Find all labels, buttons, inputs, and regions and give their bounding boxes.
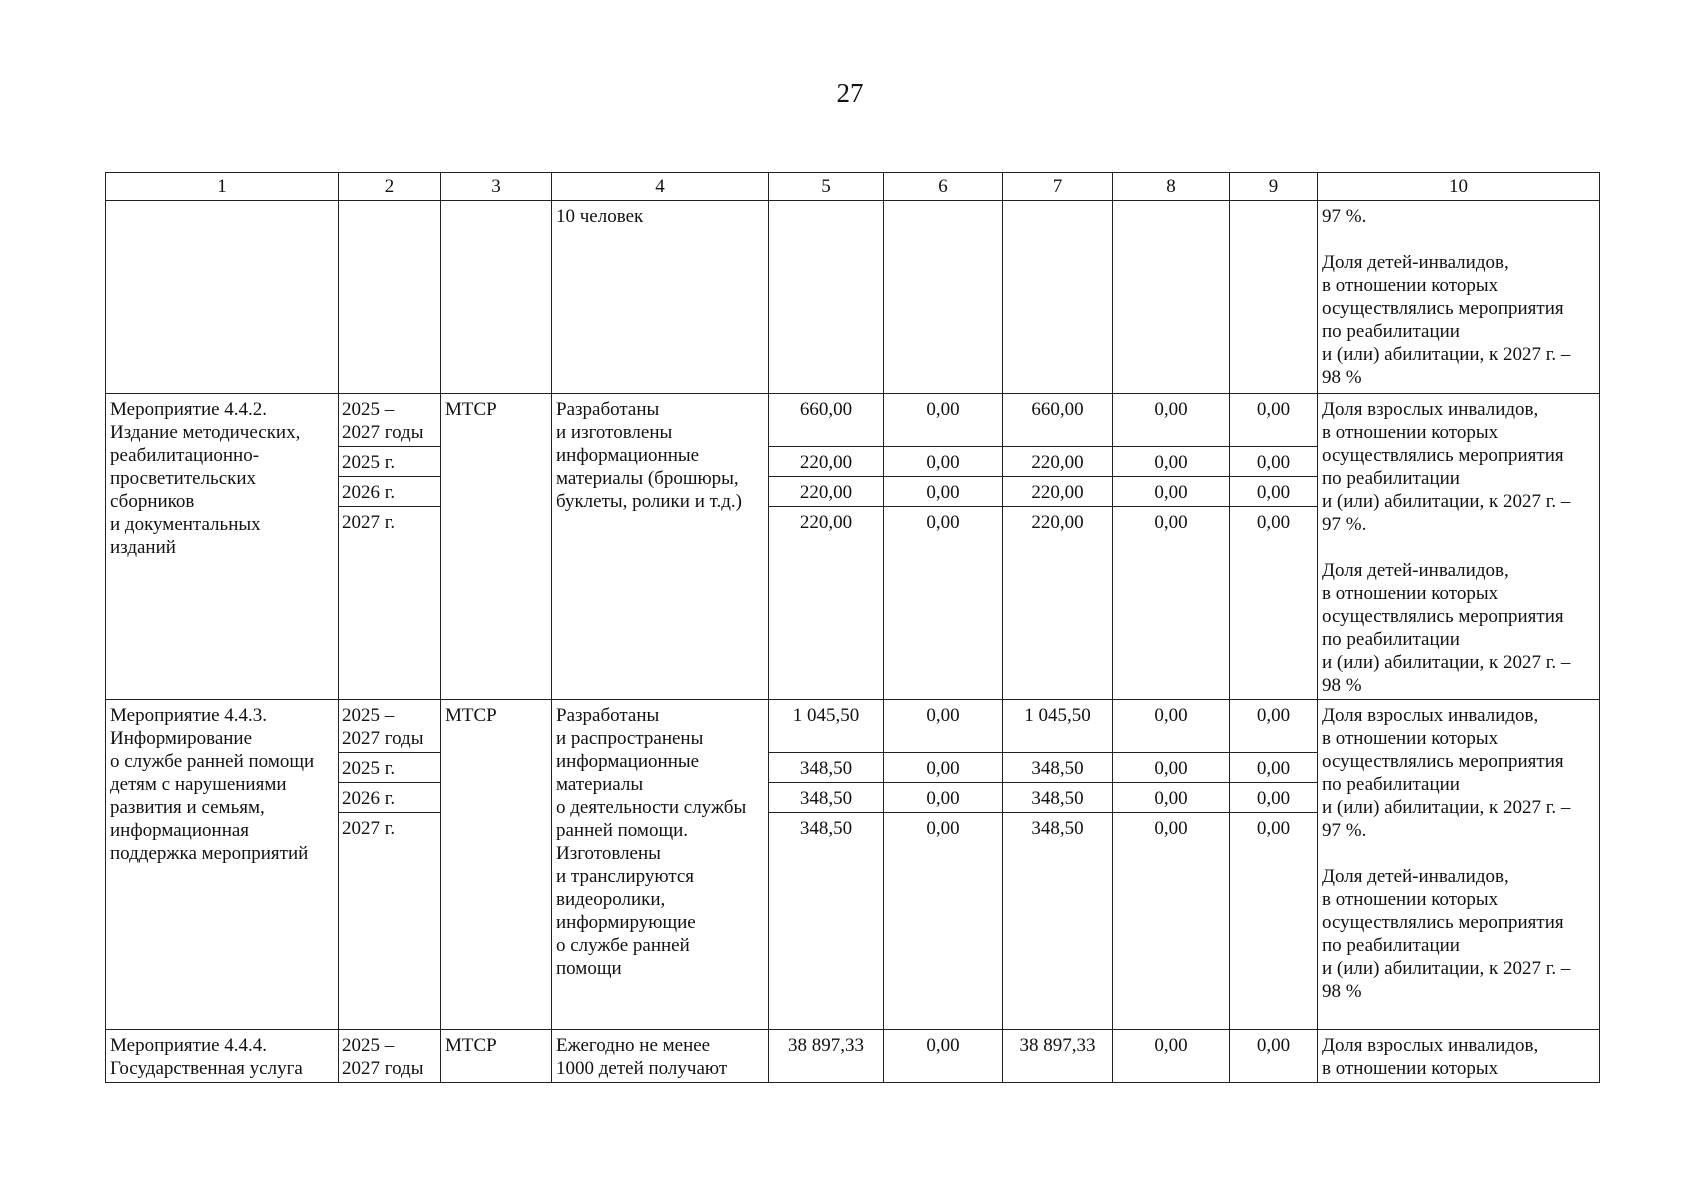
value-cell: 0,00 [884, 394, 1003, 447]
value-cell: 1 045,50 [1003, 700, 1113, 753]
period-cell: 2025 г. [339, 753, 441, 783]
value-cell: 0,00 [1230, 1030, 1318, 1083]
value-cell: 220,00 [769, 447, 884, 477]
col-header-1: 1 [106, 173, 339, 201]
value-cell: 0,00 [1113, 753, 1230, 783]
period-cell: 2025 г. [339, 447, 441, 477]
cell-empty [1230, 201, 1318, 394]
value-cell: 0,00 [1230, 813, 1318, 1030]
value-cell: 0,00 [884, 783, 1003, 813]
table-row [106, 394, 1600, 447]
value-cell: 0,00 [884, 813, 1003, 1030]
executor-cell: МТСР [441, 1030, 552, 1083]
value-cell: 220,00 [769, 477, 884, 507]
measure-name: Мероприятие 4.4.4. Государственная услуга [106, 1030, 339, 1083]
value-cell: 0,00 [1113, 813, 1230, 1030]
result-cell: Разработаны и изготовлены информационные материалы (брошюры, буклеты, ролики и т.д.) [552, 394, 769, 700]
col-header-7: 7 [1003, 173, 1113, 201]
value-cell: 0,00 [1230, 447, 1318, 477]
col-header-9: 9 [1230, 173, 1318, 201]
value-cell: 220,00 [769, 507, 884, 700]
value-cell: 0,00 [1113, 700, 1230, 753]
value-cell: 220,00 [1003, 507, 1113, 700]
value-cell: 0,00 [1113, 447, 1230, 477]
value-cell: 0,00 [884, 477, 1003, 507]
period-cell: 2027 г. [339, 507, 441, 700]
cell-empty [1003, 201, 1113, 394]
value-cell: 38 897,33 [769, 1030, 884, 1083]
continuation-result: 10 человек [552, 201, 769, 394]
value-cell: 0,00 [1113, 783, 1230, 813]
value-cell: 0,00 [1230, 783, 1318, 813]
cell-empty [769, 201, 884, 394]
executor-cell: МТСР [441, 394, 552, 700]
indicator-cell: Доля взрослых инвалидов, в отношении которых осуществлялись мероприятия по реабилитации и (или) абилитации, к 2027 г. – 97 %. Доля детей-инвалидов, в отношении которых осуществлялись мероприятия по реабилитации и (или) абилитации, к 2027 г. – 98 % [1318, 394, 1600, 700]
continuation-indicator: 97 %. Доля детей-инвалидов, в отношении которых осуществлялись мероприятия по реабилитации и (или) абилитации, к 2027 г. – 98 % [1318, 201, 1600, 394]
measure-name: Мероприятие 4.4.3. Информирование о службе ранней помощи детям с нарушениями развития и семьям, информационная поддержка мероприятий [106, 700, 339, 1030]
col-header-5: 5 [769, 173, 884, 201]
col-header-8: 8 [1113, 173, 1230, 201]
value-cell: 0,00 [884, 1030, 1003, 1083]
value-cell: 0,00 [1113, 477, 1230, 507]
col-header-6: 6 [884, 173, 1003, 201]
value-cell: 0,00 [1113, 394, 1230, 447]
table-row [106, 700, 1600, 753]
period-cell: 2026 г. [339, 477, 441, 507]
executor-cell: МТСР [441, 700, 552, 1030]
indicator-cell: Доля взрослых инвалидов, в отношении которых [1318, 1030, 1600, 1083]
period-cell: 2025 – 2027 годы [339, 700, 441, 753]
cell-empty [106, 201, 339, 394]
value-cell: 660,00 [1003, 394, 1113, 447]
cell-empty [441, 201, 552, 394]
value-cell: 38 897,33 [1003, 1030, 1113, 1083]
value-cell: 220,00 [1003, 477, 1113, 507]
value-cell: 0,00 [1113, 1030, 1230, 1083]
value-cell: 0,00 [884, 700, 1003, 753]
cell-empty [884, 201, 1003, 394]
value-cell: 0,00 [1230, 477, 1318, 507]
col-header-4: 4 [552, 173, 769, 201]
value-cell: 0,00 [1230, 700, 1318, 753]
period-cell: 2025 – 2027 годы [339, 394, 441, 447]
value-cell: 348,50 [1003, 813, 1113, 1030]
value-cell: 348,50 [769, 813, 884, 1030]
measure-name: Мероприятие 4.4.2. Издание методических, реабилитационно- просветительских сборников и документальных изданий [106, 394, 339, 700]
col-header-2: 2 [339, 173, 441, 201]
col-header-10: 10 [1318, 173, 1600, 201]
value-cell: 1 045,50 [769, 700, 884, 753]
period-cell: 2027 г. [339, 813, 441, 1030]
cell-empty [1113, 201, 1230, 394]
value-cell: 348,50 [769, 753, 884, 783]
result-cell: Ежегодно не менее 1000 детей получают [552, 1030, 769, 1083]
value-cell: 348,50 [1003, 753, 1113, 783]
page-number: 27 [836, 78, 864, 108]
continuation-row [106, 201, 1600, 394]
value-cell: 0,00 [884, 507, 1003, 700]
program-table [105, 172, 1600, 1083]
period-cell: 2025 – 2027 годы [339, 1030, 441, 1083]
result-cell: Разработаны и распространены информационные материалы о деятельности службы ранней помощи. Изготовлены и транслируются видеоролики, информирующие о службе ранней помощи [552, 700, 769, 1030]
table-row [106, 1030, 1600, 1083]
value-cell: 0,00 [1230, 753, 1318, 783]
value-cell: 660,00 [769, 394, 884, 447]
value-cell: 0,00 [884, 447, 1003, 477]
indicator-cell: Доля взрослых инвалидов, в отношении которых осуществлялись мероприятия по реабилитации и (или) абилитации, к 2027 г. – 97 %. Доля детей-инвалидов, в отношении которых осуществлялись мероприятия по реабилитации и (или) абилитации, к 2027 г. – 98 % [1318, 700, 1600, 1030]
header-row [106, 173, 1600, 201]
value-cell: 0,00 [1113, 507, 1230, 700]
value-cell: 348,50 [769, 783, 884, 813]
period-cell: 2026 г. [339, 783, 441, 813]
value-cell: 0,00 [1230, 507, 1318, 700]
col-header-3: 3 [441, 173, 552, 201]
value-cell: 0,00 [884, 753, 1003, 783]
value-cell: 220,00 [1003, 447, 1113, 477]
cell-empty [339, 201, 441, 394]
value-cell: 348,50 [1003, 783, 1113, 813]
value-cell: 0,00 [1230, 394, 1318, 447]
